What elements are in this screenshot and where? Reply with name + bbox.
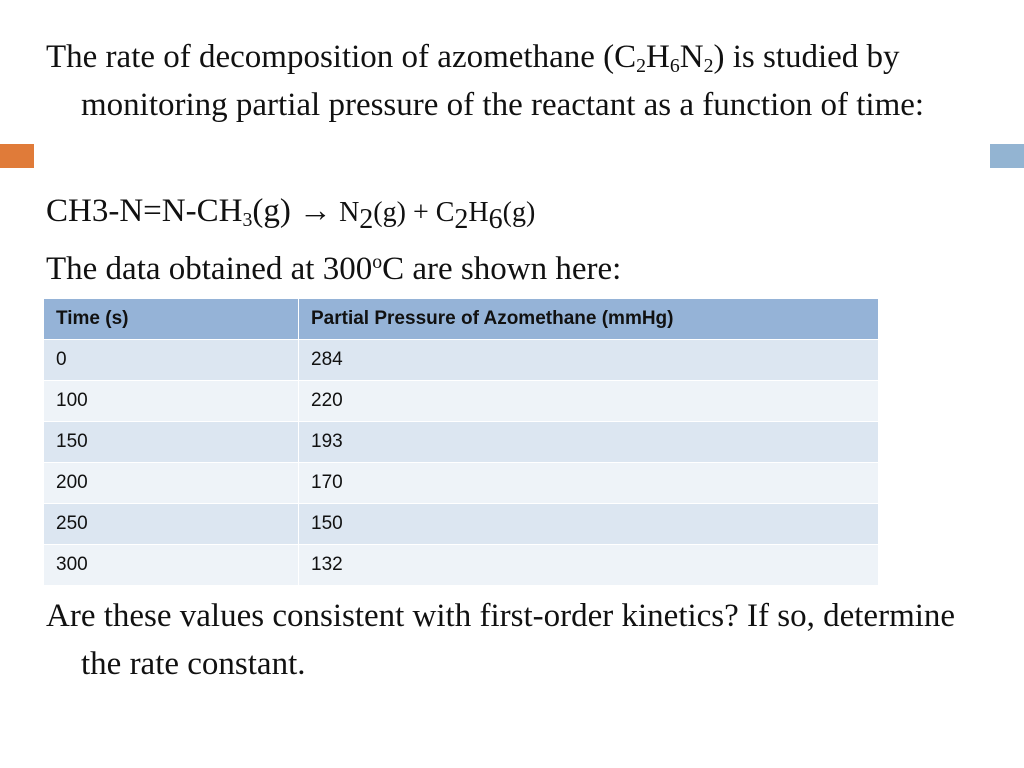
blue-accent-bar	[990, 144, 1024, 168]
intro-paragraph: The rate of decomposition of azomethane $(C_2H_6N_2)$ is studied by monitoring partial pressure of the reactant as a function of time:	[46, 39, 925, 123]
cell-pressure: 150	[299, 504, 879, 545]
cell-time: 250	[44, 504, 299, 545]
data-intro-text: The data obtained at 300$^o$C are shown here:	[46, 251, 622, 287]
reaction-equation: $CH3-N=N-CH_3(g) \to N_2(g) + C_2H_6(g)$	[46, 193, 536, 235]
table-row	[44, 381, 879, 422]
table-row	[44, 545, 879, 586]
cell-pressure: 193	[299, 422, 879, 463]
table-row	[44, 422, 879, 463]
cell-time: 0	[44, 340, 299, 381]
cell-time: 200	[44, 463, 299, 504]
orange-accent-bar	[0, 144, 34, 168]
cell-pressure: 284	[299, 340, 879, 381]
header-time: Time (s)	[44, 299, 299, 340]
table-row	[44, 340, 879, 381]
table-header-row	[44, 299, 879, 340]
table-row	[44, 504, 879, 545]
table-row	[44, 463, 879, 504]
header-pressure: Partial Pressure of Azomethane (mmHg)	[299, 299, 879, 340]
cell-time: 100	[44, 381, 299, 422]
question-paragraph: Are these values consistent with first-order kinetics? If so, determine the rate constant.	[46, 598, 956, 682]
cell-time: 150	[44, 422, 299, 463]
cell-pressure: 220	[299, 381, 879, 422]
pressure-data-table	[43, 298, 879, 586]
cell-pressure: 132	[299, 545, 879, 586]
cell-pressure: 170	[299, 463, 879, 504]
cell-time: 300	[44, 545, 299, 586]
